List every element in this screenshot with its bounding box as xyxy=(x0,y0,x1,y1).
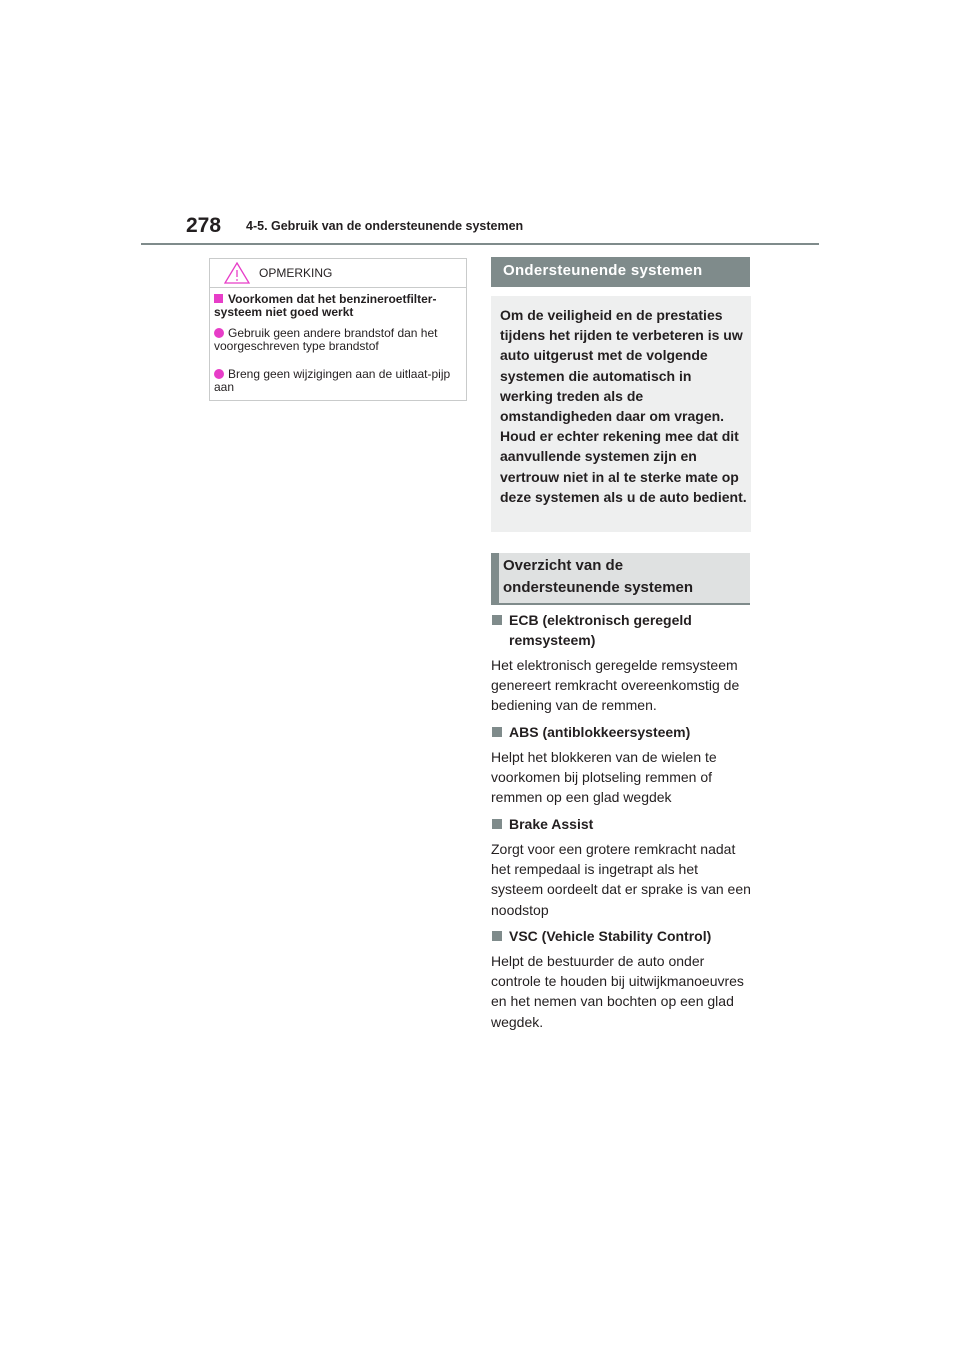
sub-banner xyxy=(491,553,750,605)
feature-vsc xyxy=(491,926,751,1032)
section-banner xyxy=(491,257,750,287)
notice-item-text: Gebruik geen andere brandstof dan het voorgeschreven type brandstof xyxy=(214,326,438,353)
notice-item-text: Breng geen wijzigingen aan de uitlaat-pijp aan xyxy=(214,367,451,394)
square-bullet-icon xyxy=(492,819,502,829)
square-bullet-icon xyxy=(214,294,223,303)
feature-title xyxy=(491,926,751,946)
intro-text: Om de veiligheid en de prestaties tijdens het rijden te verbeteren is uw auto uitgerust met de volgende systemen die automatisch in werking treden als de omstandigheden daar om vragen. Houd er echter rekening mee dat dit aanvullende systemen zijn en vertrouw niet in al te sterke mate op deze systemen als u de auto bedient. xyxy=(500,307,747,505)
section-heading: 4-5. Gebruik van de ondersteunende systemen xyxy=(246,219,524,233)
square-bullet-icon xyxy=(492,727,502,737)
feature-title-text: Brake Assist xyxy=(509,816,594,832)
notice-item xyxy=(214,327,464,353)
feature-description: Zorgt voor een grotere remkracht nadat het rempedaal is ingetrapt als het systeem oordeelt dat er sprake is van een noodstop xyxy=(491,841,751,918)
round-bullet-icon xyxy=(214,328,224,338)
feature-title xyxy=(491,722,751,742)
notice-box xyxy=(209,258,467,401)
feature-title-text: ECB (elektronisch geregeld remsysteem) xyxy=(509,612,692,648)
notice-item xyxy=(214,368,464,394)
square-bullet-icon xyxy=(492,615,502,625)
square-bullet-icon xyxy=(492,931,502,941)
feature-description: Helpt de bestuurder de auto onder controle te houden bij uitwijkmanoeuvres en het nemen van bochten op een glad wegdek. xyxy=(491,953,744,1030)
feature-title-text: ABS (antiblokkeersysteem) xyxy=(509,724,691,740)
notice-header xyxy=(210,259,466,288)
round-bullet-icon xyxy=(214,369,224,379)
header-rule xyxy=(141,243,819,245)
feature-title xyxy=(491,610,751,650)
feature-title-text: VSC (Vehicle Stability Control) xyxy=(509,928,712,944)
intro-box xyxy=(491,296,751,532)
feature-description: Helpt het blokkeren van de wielen te voorkomen bij plotseling remmen of remmen op een glad wegdek xyxy=(491,749,717,806)
sub-banner-title: Overzicht van de ondersteunende systemen xyxy=(503,557,694,596)
warning-triangle-icon xyxy=(224,262,250,284)
feature-abs xyxy=(491,722,751,808)
feature-brake-assist xyxy=(491,814,751,920)
feature-title xyxy=(491,814,751,834)
notice-heading xyxy=(214,293,464,319)
feature-description: Het elektronisch geregelde remsysteem genereert remkracht overeenkomstig de bediening van de remmen. xyxy=(491,657,740,714)
feature-ecb xyxy=(491,610,751,716)
page-number: 278 xyxy=(186,214,222,237)
section-banner-title: Ondersteunende systemen xyxy=(503,262,703,279)
notice-heading-text: Voorkomen dat het benzineroetfilter-systeem niet goed werkt xyxy=(214,292,437,319)
notice-title: OPMERKING xyxy=(259,266,333,280)
